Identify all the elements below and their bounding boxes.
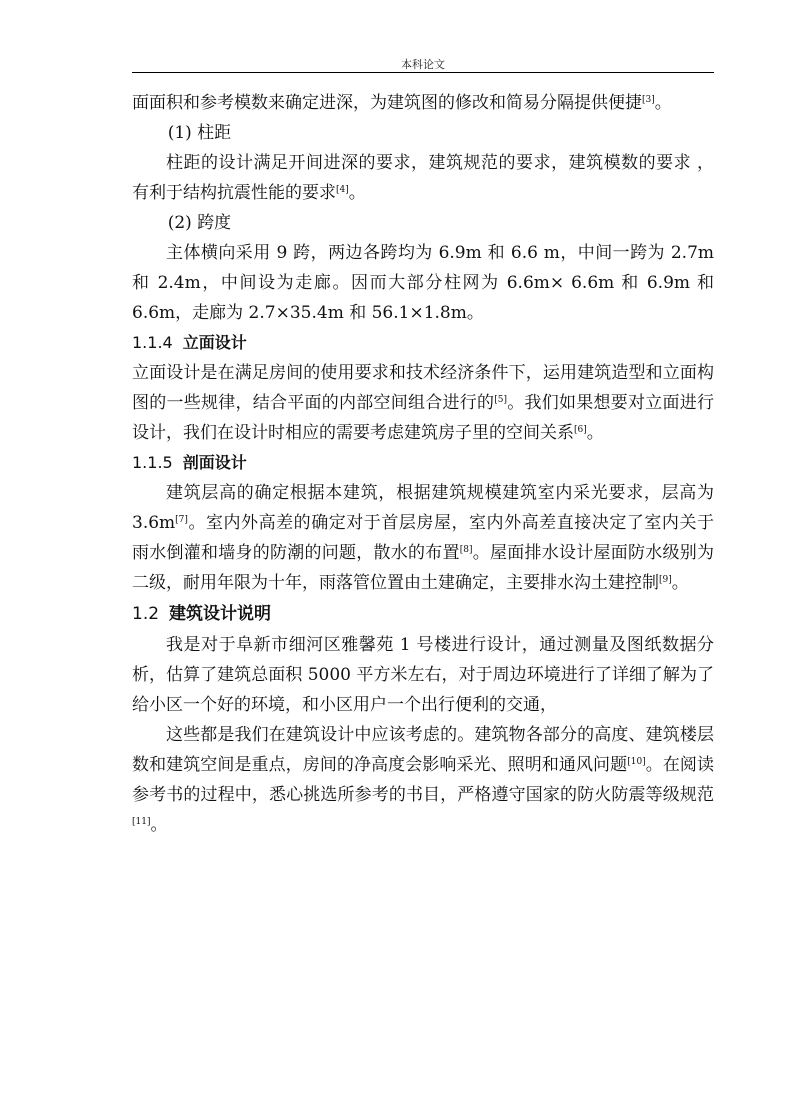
header-divider (132, 72, 714, 73)
item-heading-column-spacing: (1) 柱距 (167, 123, 232, 143)
citation: [7] (175, 515, 188, 525)
document-body (132, 88, 714, 840)
section-number: 1.1.5 (132, 453, 173, 472)
design-considerations-paragraph: 这些都是我们在建筑设计中应该考虑的。建筑物各部分的高度、建筑楼层数和建筑空间是重点，房间的净高度会影响采光、照明和通风问题[10]。在阅读参考书的过程中，悉心挑选所参考的书目，严格遵守国家的防火防震等级规范[11]。 (132, 725, 715, 835)
section-heading-1-1-5 (132, 448, 714, 478)
citation: [3] (642, 95, 655, 105)
section-number: 1.2 (132, 604, 160, 624)
citation: [8] (459, 545, 473, 555)
design-description-paragraph: 我是对于阜新市细河区雅馨苑 1 号楼进行设计，通过测量及图纸数据分析，估算了建筑总面积 5000 平方米左右，对于周边环境进行了详细了解为了给小区一个好的环境，和小区用户一个出行便利的交通， (132, 635, 714, 715)
item-heading-span: (2) 跨度 (167, 213, 232, 233)
citation: [11] (132, 817, 151, 827)
section-heading-1-2 (132, 598, 714, 630)
section-title: 剖面设计 (182, 453, 247, 472)
section-title: 立面设计 (182, 333, 247, 352)
section-title: 建筑设计说明 (169, 604, 272, 624)
column-spacing-paragraph: 柱距的设计满足开间进深的要求，建筑规范的要求，建筑模数的要求 ，有利于结构抗震性能的要求[4]。 (132, 153, 714, 203)
citation: [6] (574, 425, 587, 435)
elevation-paragraph: 立面设计是在满足房间的使用要求和技术经济条件下，运用建筑造型和立面构图的一些规律，结合平面的内部空间组合进行的[5]。我们如果想要对立面进行设计，我们在设计时相应的需要考虑建筑房子里的空间关系[6]。 (132, 363, 714, 443)
citation: [5] (494, 395, 507, 405)
header-title: 本科论文 (401, 58, 445, 71)
span-paragraph: 主体横向采用 9 跨，两边各跨均为 6.9m 和 6.6 m，中间一跨为 2.7m 和 2.4m，中间设为走廊。因而大部分柱网为 6.6m× 6.6m 和 6.9m 和 6.6m，走廊为 2.7×35.4m 和 56.1×1.8m。 (132, 243, 714, 323)
section-number: 1.1.4 (132, 333, 173, 352)
section-paragraph: 建筑层高的确定根据本建筑，根据建筑规模建筑室内采光要求，层高为 3.6m[7]。室内外高差的确定对于首层房屋，室内外高差直接决定了室内关于雨水倒灌和墙身的防潮的问题，散水的布置[8]。屋面排水设计屋面防水级别为二级，耐用年限为十年，雨落管位置由土建确定，主要排水沟土建控制[9]。 (132, 483, 714, 593)
citation: [10] (627, 757, 646, 767)
citation: [4] (336, 185, 349, 195)
citation: [9] (659, 575, 672, 585)
section-heading-1-1-4 (132, 328, 714, 358)
continued-paragraph: 面面积和参考模数来确定进深，为建筑图的修改和简易分隔提供便捷[3]。 (132, 93, 672, 113)
page-header (132, 56, 714, 72)
